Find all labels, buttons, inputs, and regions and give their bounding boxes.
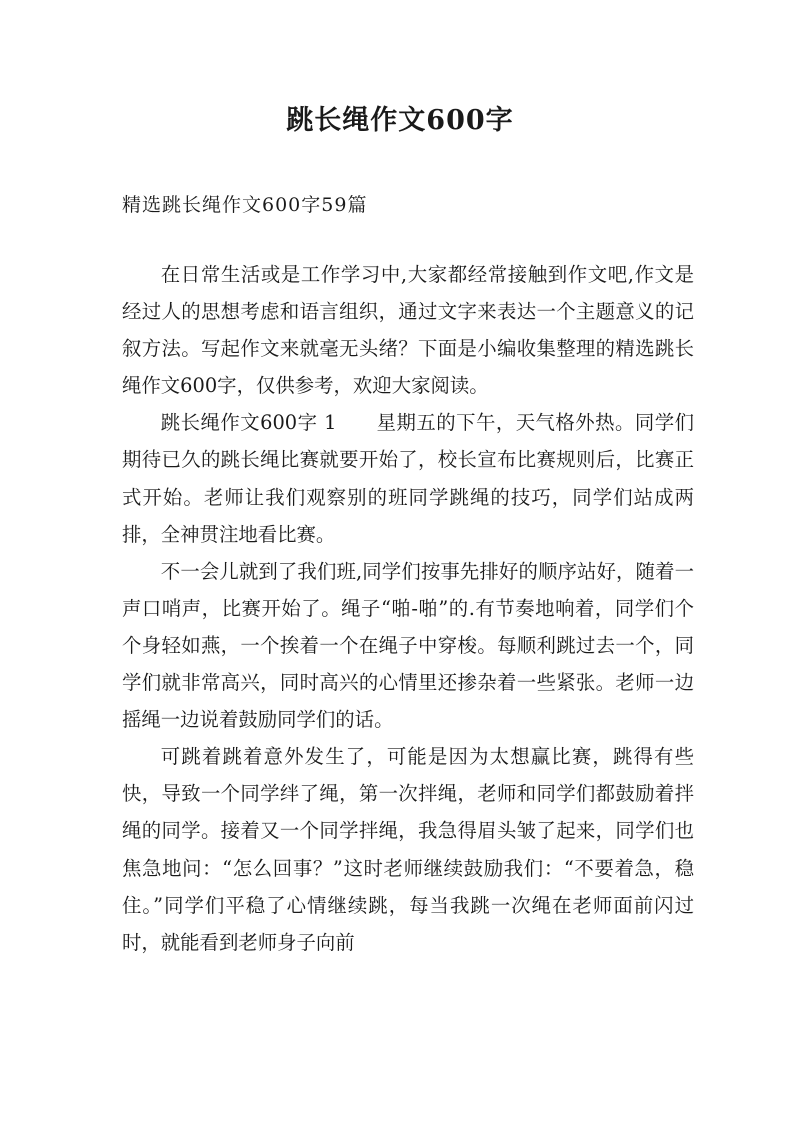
document-body bbox=[122, 256, 694, 961]
paragraph: 可跳着跳着意外发生了，可能是因为太想赢比赛，跳得有些快，导致一个同学绊了绳，第一次拌绳，老师和同学们都鼓励着拌绳的同学。接着又一个同学拌绳，我急得眉头皱了起来，同学们也焦急地问：“怎么回事？”这时老师继续鼓励我们：“不要着急，稳住。”同学们平稳了心情继续跳，每当我跳一次绳在老师面前闪过时，就能看到老师身子向前 bbox=[122, 745, 694, 954]
paragraph: 不一会儿就到了我们班,同学们按事先排好的顺序站好，随着一声口哨声，比赛开始了。绳子“啪-啪”的.有节奏地响着，同学们个个身轻如燕，一个挨着一个在绳子中穿梭。每顺利跳过去一个，同学们就非常高兴，同时高兴的心情里还掺杂着一些紧张。老师一边摇绳一边说着鼓励同学们的话。 bbox=[122, 559, 694, 732]
document-title: 跳长绳作文600字 bbox=[286, 105, 514, 136]
paragraph: 在日常生活或是工作学习中,大家都经常接触到作文吧,作文是经过人的思想考虑和语言组织，通过文字来表达一个主题意义的记叙方法。写起作文来就毫无头绪？下面是小编收集整理的精选跳长绳作文600字，仅供参考，欢迎大家阅读。 bbox=[122, 263, 694, 398]
document-subtitle: 精选跳长绳作文600字59篇 bbox=[122, 194, 368, 216]
paragraph: 跳长绳作文600字 1 星期五的下午，天气格外热。同学们期待已久的跳长绳比赛就要开始了，校长宣布比赛规则后，比赛正式开始。老师让我们观察别的班同学跳绳的技巧，同学们站成两排，全神贯注地看比赛。 bbox=[122, 411, 694, 546]
